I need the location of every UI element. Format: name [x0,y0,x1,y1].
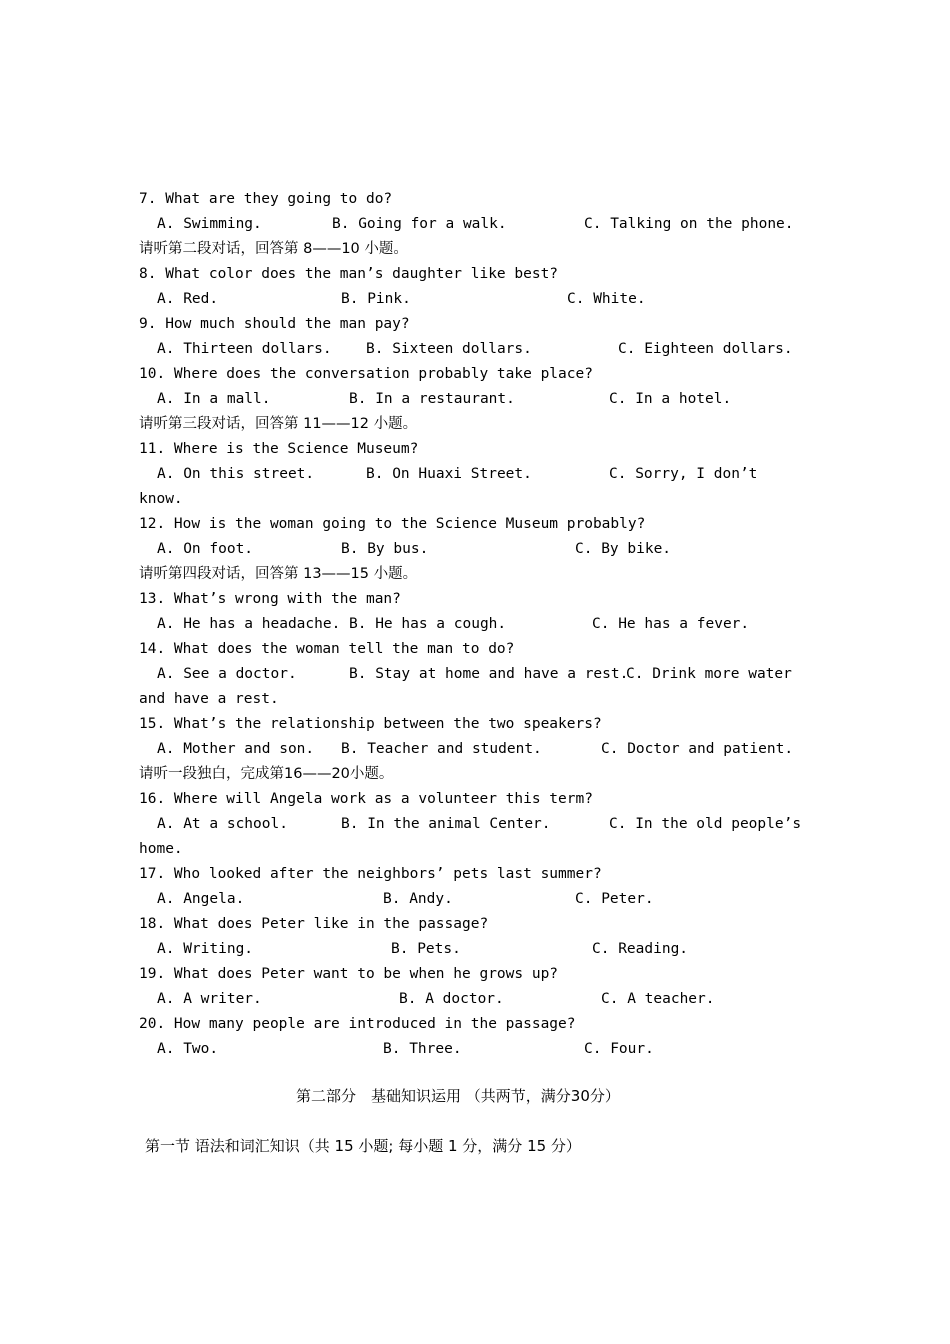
question-12-option-a: A. On foot. [157,541,254,557]
question-13-option-a: A. He has a headache. [157,616,341,632]
dialog-2-instruction: 请听第二段对话，回答第 8——10 小题。 [139,241,408,257]
question-20-option-b: B. Three. [383,1041,462,1057]
question-7-option-a: A. Swimming. [157,216,262,232]
question-19-option-a: A. A writer. [157,991,262,1007]
question-13-option-b: B. He has a cough. [349,616,507,632]
question-15-stem: 15. What’s the relationship between the two speakers? [139,716,602,732]
question-17-option-b: B. Andy. [383,891,453,907]
question-8-option-c: C. White. [567,291,646,307]
question-18-option-a: A. Writing. [157,941,254,957]
question-8-option-a: A. Red. [157,291,219,307]
question-7-stem: 7. What are they going to do? [139,191,393,207]
question-11-option-b: B. On Huaxi Street. [366,466,532,482]
question-17-stem: 17. Who looked after the neighbors’ pets last summer? [139,866,602,882]
question-18-option-c: C. Reading. [592,941,689,957]
section-1-title: 第一节 语法和词汇知识（共 15 小题; 每小题 1 分，满分 15 分） [145,1137,581,1155]
question-15-option-a: A. Mother and son. [157,741,315,757]
question-16-option-c: C. In the old people’s [609,816,802,832]
question-9-option-b: B. Sixteen dollars. [366,341,532,357]
question-10-stem: 10. Where does the conversation probably take place? [139,366,593,382]
question-11-option-c: C. Sorry, I don’t [609,466,758,482]
question-17-option-a: A. Angela. [157,891,245,907]
question-12-option-b: B. By bus. [341,541,429,557]
question-19-stem: 19. What does Peter want to be when he grows up? [139,966,559,982]
dialog-3-instruction: 请听第三段对话，回答第 11——12 小题。 [139,416,418,432]
question-12-stem: 12. How is the woman going to the Science Museum probably? [139,516,646,532]
dialog-4-instruction: 请听第四段对话，回答第 13——15 小题。 [139,566,418,582]
question-20-stem: 20. How many people are introduced in the passage? [139,1016,576,1032]
question-13-stem: 13. What’s wrong with the man? [139,591,401,607]
question-14-stem: 14. What does the woman tell the man to do? [139,641,515,657]
question-11-option-c-continued: know. [139,491,183,507]
question-10-option-a: A. In a mall. [157,391,271,407]
question-20-option-a: A. Two. [157,1041,219,1057]
question-15-option-b: B. Teacher and student. [341,741,542,757]
question-19-option-b: B. A doctor. [399,991,504,1007]
question-8-option-b: B. Pink. [341,291,411,307]
question-7-option-c: C. Talking on the phone. [584,216,794,232]
question-10-option-c: C. In a hotel. [609,391,732,407]
question-18-stem: 18. What does Peter like in the passage? [139,916,489,932]
question-9-stem: 9. How much should the man pay? [139,316,410,332]
question-14-option-b: B. Stay at home and have a rest. [349,666,629,682]
question-15-option-c: C. Doctor and patient. [601,741,794,757]
question-17-option-c: C. Peter. [575,891,654,907]
monologue-instruction: 请听一段独白，完成第16——20小题。 [139,766,394,782]
question-13-option-c: C. He has a fever. [592,616,750,632]
question-8-stem: 8. What color does the man’s daughter like best? [139,266,559,282]
question-10-option-b: B. In a restaurant. [349,391,515,407]
question-14-option-c-continued: and have a rest. [139,691,279,707]
question-20-option-c: C. Four. [584,1041,654,1057]
question-16-option-c-continued: home. [139,841,183,857]
question-18-option-b: B. Pets. [391,941,461,957]
question-12-option-c: C. By bike. [575,541,672,557]
question-9-option-c: C. Eighteen dollars. [618,341,793,357]
question-7-option-b: B. Going for a walk. [332,216,507,232]
question-14-option-c: C. Drink more water [626,666,792,682]
question-9-option-a: A. Thirteen dollars. [157,341,332,357]
question-14-option-a: A. See a doctor. [157,666,297,682]
question-16-stem: 16. Where will Angela work as a volunteer this term? [139,791,593,807]
question-11-option-a: A. On this street. [157,466,315,482]
question-16-option-a: A. At a school. [157,816,288,832]
question-11-stem: 11. Where is the Science Museum? [139,441,419,457]
question-19-option-c: C. A teacher. [601,991,715,1007]
question-16-option-b: B. In the animal Center. [341,816,551,832]
part-2-title: 第二部分 基础知识运用 （共两节，满分30分） [296,1087,620,1105]
